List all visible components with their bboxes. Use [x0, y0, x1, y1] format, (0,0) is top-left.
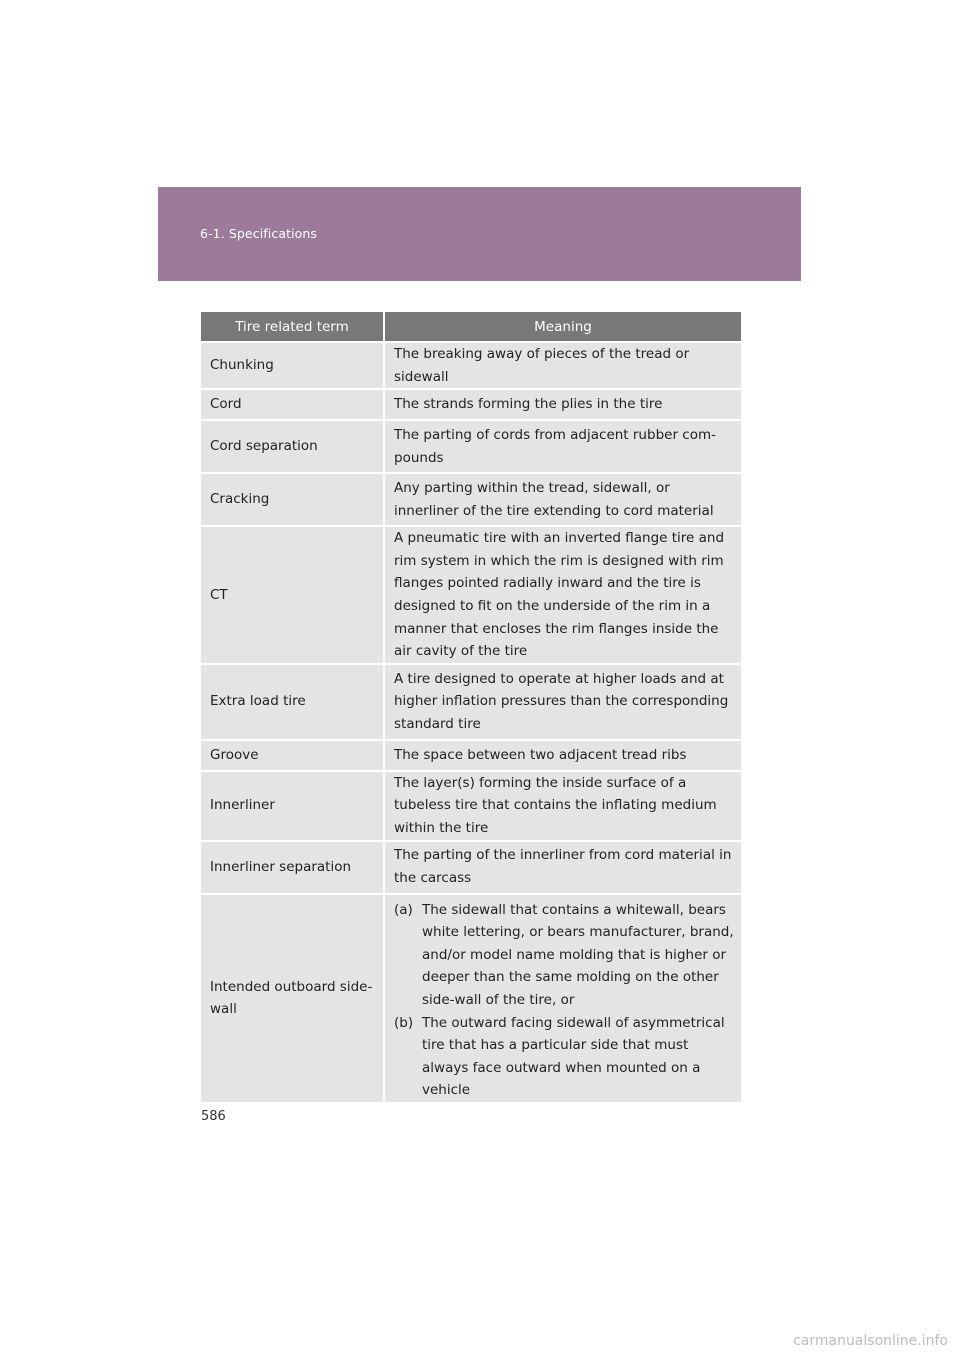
term-cell: Innerliner separation — [201, 841, 384, 894]
meaning-cell: The parting of the innerliner from cord material in the carcass — [384, 841, 741, 894]
meaning-cell: The parting of cords from adjacent rubber com-pounds — [384, 420, 741, 473]
table-row — [201, 841, 741, 894]
table-row — [201, 420, 741, 473]
column-header-term: Tire related term — [201, 312, 384, 342]
meaning-cell: A tire designed to operate at higher loads and at higher inflation pressures than the corresponding standard tire — [384, 664, 741, 740]
list-item — [394, 899, 735, 1012]
list-text: The sidewall that contains a whitewall, bears white lettering, or bears manufacturer, brand, and/or model name molding that is higher or deeper than the same molding on the other side-wall of the tire, or — [422, 901, 734, 1008]
term-cell: Intended outboard side-wall — [201, 894, 384, 1102]
page-number: 586 — [201, 1109, 226, 1124]
term-cell: Cord — [201, 389, 384, 420]
list-marker: (b) — [394, 1014, 414, 1031]
list-marker: (a) — [394, 901, 413, 918]
table-row — [201, 473, 741, 526]
term-cell: Chunking — [201, 342, 384, 389]
meaning-cell: Any parting within the tread, sidewall, or innerliner of the tire extending to cord material — [384, 473, 741, 526]
meaning-cell: A pneumatic tire with an inverted flange tire and rim system in which the rim is designed with rim flanges pointed radially inward and the tire is designed to fit on the underside of the rim in a manner that encloses the rim flanges inside the air cavity of the tire — [384, 526, 741, 664]
table-row — [201, 740, 741, 771]
table-header-row — [201, 312, 741, 342]
meaning-cell: The strands forming the plies in the tire — [384, 389, 741, 420]
term-cell: CT — [201, 526, 384, 664]
footer-watermark: carmanualsonline.info — [793, 1333, 948, 1349]
section-header-band — [158, 187, 801, 281]
list-text: The outward facing sidewall of asymmetrical tire that has a particular side that must always face outward when mounted on a vehicle — [422, 1014, 725, 1099]
meaning-cell — [384, 894, 741, 1102]
term-cell: Groove — [201, 740, 384, 771]
tire-terms-table — [201, 312, 741, 1102]
term-cell: Innerliner — [201, 771, 384, 841]
table-row — [201, 894, 741, 1102]
term-cell: Cord separation — [201, 420, 384, 473]
meaning-cell: The breaking away of pieces of the tread or sidewall — [384, 342, 741, 389]
table-row — [201, 771, 741, 841]
meaning-cell: The space between two adjacent tread ribs — [384, 740, 741, 771]
term-cell: Extra load tire — [201, 664, 384, 740]
table-row — [201, 342, 741, 389]
meaning-cell: The layer(s) forming the inside surface of a tubeless tire that contains the inflating medium within the tire — [384, 771, 741, 841]
column-header-meaning: Meaning — [384, 312, 741, 342]
table-row — [201, 526, 741, 664]
section-title: 6-1. Specifications — [200, 226, 318, 241]
term-cell: Cracking — [201, 473, 384, 526]
table-row — [201, 389, 741, 420]
table-row — [201, 664, 741, 740]
list-item — [394, 1012, 735, 1102]
